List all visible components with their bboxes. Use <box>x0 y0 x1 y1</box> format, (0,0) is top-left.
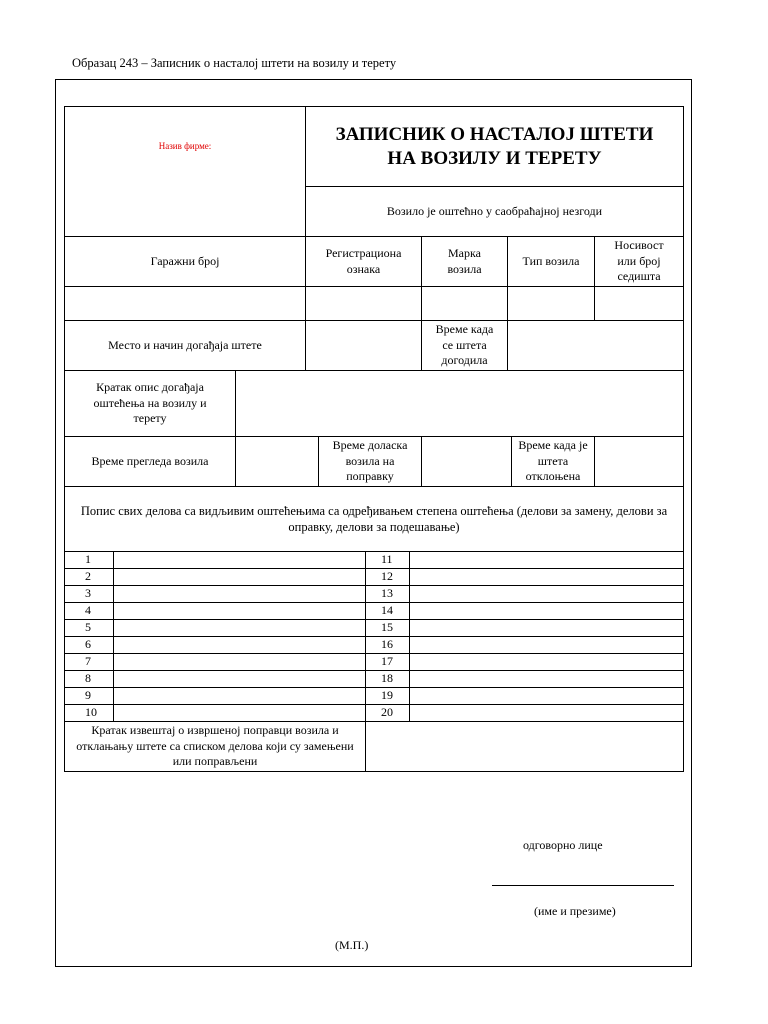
removed-time-field[interactable] <box>595 437 683 486</box>
part-number: 7 <box>85 654 91 668</box>
part-entry-field[interactable] <box>410 569 683 585</box>
time-occurred-field[interactable] <box>508 321 683 370</box>
part-entry-field[interactable] <box>114 603 365 619</box>
part-entry-field[interactable] <box>114 654 365 670</box>
place-manner-label: Место и начин догађаја штете <box>108 337 262 352</box>
vehicle-make-label: Марка возила <box>447 245 482 276</box>
part-number: 16 <box>381 637 393 651</box>
part-entry-field[interactable] <box>410 603 683 619</box>
form-title: ЗАПИСНИК О НАСТАЛОЈ ШТЕТИ НА ВОЗИЛУ И ТЕРЕТУ <box>335 123 654 169</box>
stamp-label: (М.П.) <box>335 938 369 952</box>
part-entry-field[interactable] <box>114 705 365 721</box>
part-number: 19 <box>381 688 393 702</box>
responsible-person-label: одговорно лице <box>523 838 603 852</box>
part-number: 4 <box>85 603 91 617</box>
registration-field[interactable] <box>306 287 421 320</box>
vehicle-type-field[interactable] <box>508 287 594 320</box>
part-entry-field[interactable] <box>114 586 365 602</box>
firm-name-label: Назив фирме: <box>158 140 212 151</box>
capacity-label: Носивост или број седишта <box>614 238 664 284</box>
part-number: 5 <box>85 620 91 634</box>
part-entry-field[interactable] <box>410 637 683 653</box>
short-description-label: Кратак опис догађаја оштећења на возилу и терету <box>93 380 207 426</box>
form-subtitle: Возило је оштећно у саобраћајној незгоди <box>386 203 603 218</box>
part-number: 12 <box>381 569 393 583</box>
removed-time-label: Време када је штета отклоњена <box>518 438 588 484</box>
part-number: 15 <box>381 620 393 634</box>
part-entry-field[interactable] <box>114 637 365 653</box>
place-manner-field[interactable] <box>306 321 421 370</box>
name-surname-label: (име и презиме) <box>534 904 616 918</box>
part-entry-field[interactable] <box>410 705 683 721</box>
inspection-time-field[interactable] <box>236 437 318 486</box>
repair-report-label: Кратак извештај о извршеној поправци возила и отклањању штете са списком делова који су замењени или поправљени <box>76 723 354 769</box>
inspection-time-label: Време прегледа возила <box>91 453 209 468</box>
part-number: 8 <box>85 671 91 685</box>
arrival-time-field[interactable] <box>422 437 511 486</box>
form-caption: Образац 243 – Записник о насталој штети на возилу и терету <box>72 56 397 70</box>
part-entry-field[interactable] <box>114 688 365 704</box>
part-number: 14 <box>381 603 393 617</box>
short-description-field[interactable] <box>236 371 683 436</box>
capacity-field[interactable] <box>595 287 683 320</box>
registration-label: Регистрациона ознака <box>325 245 402 276</box>
part-number: 20 <box>381 705 393 719</box>
vehicle-type-label: Тип возила <box>522 253 580 268</box>
part-entry-field[interactable] <box>410 688 683 704</box>
part-entry-field[interactable] <box>410 586 683 602</box>
part-number: 18 <box>381 671 393 685</box>
part-number: 3 <box>85 586 91 600</box>
part-entry-field[interactable] <box>114 569 365 585</box>
part-entry-field[interactable] <box>114 552 365 568</box>
arrival-time-label: Време доласка возила на поправку <box>332 438 408 484</box>
vehicle-make-field[interactable] <box>422 287 507 320</box>
part-number: 6 <box>85 637 91 651</box>
part-entry-field[interactable] <box>114 671 365 687</box>
part-number: 11 <box>381 552 393 566</box>
signature-line[interactable] <box>492 885 674 886</box>
time-occurred-label: Време када се штета догодила <box>435 322 494 368</box>
part-number: 17 <box>381 654 393 668</box>
parts-list-heading: Попис свих делова са видљивим оштећењима са одређивањем степена оштећења (делови за замену, делови за оправку, делови за подешавање) <box>80 503 668 534</box>
garage-number-label: Гаражни број <box>150 253 220 268</box>
part-number: 2 <box>85 569 91 583</box>
repair-report-field[interactable] <box>366 722 683 771</box>
part-number: 10 <box>85 705 97 719</box>
garage-number-field[interactable] <box>65 287 305 320</box>
part-entry-field[interactable] <box>410 552 683 568</box>
part-number: 9 <box>85 688 91 702</box>
part-entry-field[interactable] <box>410 671 683 687</box>
part-number: 13 <box>381 586 393 600</box>
part-entry-field[interactable] <box>114 620 365 636</box>
part-entry-field[interactable] <box>410 620 683 636</box>
part-number: 1 <box>85 552 91 566</box>
part-entry-field[interactable] <box>410 654 683 670</box>
